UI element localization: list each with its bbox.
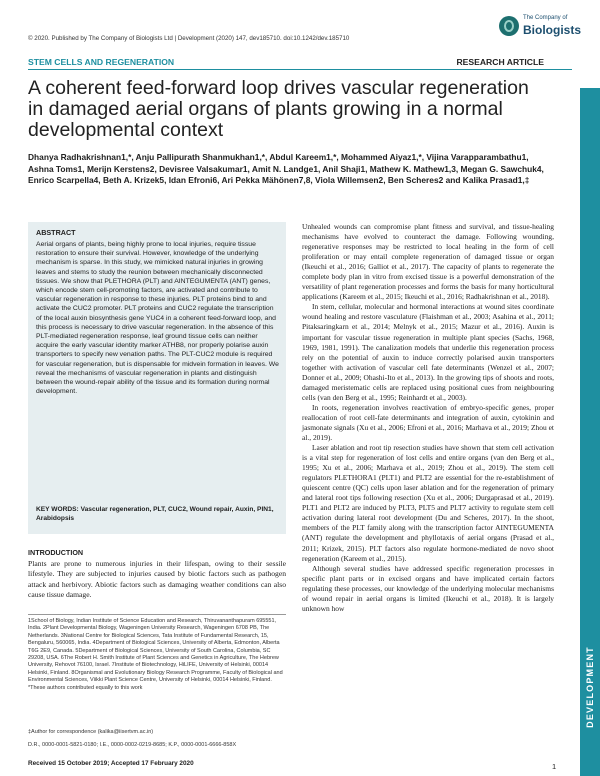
paragraph: Although several studies have addressed specific regeneration processes in specific plant parts or in excised organs and have implicated certain factors regulating these processes, our knowledge of the underlying molecular mechanisms of wound repair in aerial organs is limited (Ikeuchi et al., 2018). It is largely unknown how: [302, 563, 554, 613]
paragraph: Unhealed wounds can compromise plant fitness and survival, and tissue-healing mechanisms have evolved to counteract the damage. Following wounding, regenerative responses may be restricted to local healing in the form of cell proliferation or may entail complete regeneration of damaged tissue or organ (Ikeuchi et al., 2016; Galliot et al., 2017). The capacity of plants to regenerate the complete body plan in vitro from excised tissue is a powerful demonstration of the versatility of plant regeneration processes and forms the basis for many horticultural applications (Kareem et al., 2015; Ikeuchi et al., 2016; Radhakrishnan et al., 2018).: [302, 222, 554, 302]
orcid-ids[interactable]: D.R., 0000-0001-5821-0180; I.E., 0000-0002-0219-8685; K.P., 0000-0001-6666-858X: [28, 742, 237, 748]
page-number: 1: [552, 762, 557, 771]
author-list: Dhanya Radhakrishnan1,*, Anju Pallipurath Shanmukhan1,*, Abdul Kareem1,*, Mohammed Aiyaz1,*, Vijina Varapparambathu1, Ashna Toms1, Merijn Kerstens2, Devisree Valsakumar1, Amit N. Landge1, Anil Shaji1, Mathew K. Mathew1,3, Megan G. Sawchuk4, Enrico Scarpella4, Beth A. Krizek5, Idan Efroni6, Ari Pekka Mähönen7,8, Viola Willemsen2, Ben Scheres2 and Kalika Prasad1,‡: [28, 152, 544, 186]
paragraph: Laser ablation and root tip resection studies have shown that stem cell activation is a vital step for regeneration of lost cells and entire organs (van den Berg et al., 1995; Xu et al., 2006; Marhava et al., 2019; Zhou et al., 2019). The stem cell regulators PLETHORA1 (PLT1) and PLT2 are essential for the re-establishment of quiescent centre (QC) cells upon laser ablation and for the regeneration of primary and lateral root tips following resection (Xu et al., 2006; Durgaprasad et al., 2019). PLT1 and PLT2 are induced by PLT3, PLT5 and PLT7 activity to regulate stem cell activation during lateral root development (Du and Scheres, 2017). In the shoot, members of the PLT family along with the transcription factor AINTEGUMENTA (ANT) regulate the development and phyllotaxis of aerial organs (Prasad et al., 2011; Krizek, 2015). PLT factors also regulate hormone-mediated de novo shoot regeneration (Kareem et al., 2015).: [302, 443, 554, 563]
sidebar-label: DEVELOPMENT: [585, 646, 595, 728]
introduction-text: Plants are prone to numerous injuries in their lifespan, owing to their sessile lifestyle. They are subjected to injuries caused by biotic factors such as pathogen attack and herbivory. Abiotic factors such as damaging weather conditions can also cause tissue damage.: [28, 559, 286, 600]
publisher-logo[interactable]: [499, 10, 582, 44]
header-rule: [28, 69, 572, 70]
article-title: A coherent feed-forward loop drives vascular regeneration in damaged aerial organs of plants growing in a normal developmental context: [28, 77, 529, 141]
abstract-heading: ABSTRACT: [36, 228, 76, 237]
received-dates: Received 15 October 2019; Accepted 17 February 2020: [28, 760, 194, 767]
logo-mark-icon: [499, 16, 519, 36]
article-type: RESEARCH ARTICLE: [456, 57, 544, 67]
paragraph: In stem, cellular, molecular and hormonal interactions at wound sites coordinate wound healing and restore vasculature (Flaishman et al., 2003; Asahina et al., 2011; Pitaksaringkarn et al., 2014; Melnyk et al., 2015; Mazur et al., 2016). Auxin is important for vascular tissue regeneration in multiple plant species (Sachs, 1968, 1969, 1981, 1991). The canalization models that underlie this regeneration process rely on the potential of auxin to induce correctly polarised auxin transporters together with activation of vascular cell fate determinants (Wenzel et al., 2007; Donner et al., 2009; Ohashi-Ito et al., 2013). In the growing tips of shoots and roots, damaged meristematic cells are replaced using positional cues from neighbouring cells (van den Berg et al., 1995; Reinhardt et al., 2003).: [302, 302, 554, 402]
keywords: KEY WORDS: Vascular regeneration, PLT, CUC2, Wound repair, Auxin, PIN1, Arabidopsis: [36, 506, 274, 522]
correspondence[interactable]: ‡Author for correspondence (kalika@iisertvm.ac.in): [28, 729, 154, 735]
footnote-rule: [28, 614, 286, 615]
abstract-text: Aerial organs of plants, being highly prone to local injuries, require tissue restoration to ensure their survival. However, knowledge of the underlying mechanism is sparse. In this study, we mimicked natural injuries in growing leaves and stems to study the reunion between mechanically disconnected tissues. We show that PLETHORA (PLT) and AINTEGUMENTA (ANT) genes, which encode stem cell-promoting factors, are activated and contribute to vascular regeneration in response to these injuries. PLT proteins bind to and activate the CUC2 promoter. PLT proteins and CUC2 regulate the transcription of the local auxin biosynthesis gene YUC4 in a coherent feed-forward loop, and this process is necessary to drive vascular regeneration. In the absence of this PLT-mediated regeneration response, leaf ground tissue cells can neither acquire the early vascular identity marker ATHB8, nor properly polarise auxin transporters to specify new venation paths. The PLT-CUC2 module is required for vascular regeneration, but is dispensable for midvein formation in leaves. We reveal the mechanisms of vascular regeneration in plants and distinguish between the wound-repair ability of the tissue and its formation during normal development.: [36, 241, 279, 396]
logo-line2: Biologists: [523, 23, 582, 37]
body-column-2: [302, 222, 554, 614]
section-label: STEM CELLS AND REGENERATION: [28, 57, 175, 67]
introduction-heading: INTRODUCTION: [28, 548, 84, 557]
sidebar-label-wrap: [580, 620, 600, 760]
logo-line1: The Company of: [523, 15, 568, 21]
paragraph: In roots, regeneration involves reactivation of embryo-specific genes, proper reallocation of root cell-fate determinants and integration of auxin, cytokinin and jasmonate signals (Xu et al., 2006; Efroni et al., 2016; Marhava et al., 2019; Zhou et al., 2019).: [302, 402, 554, 442]
copyright-line: © 2020. Published by The Company of Biologists Ltd | Development (2020) 147, dev185710. doi:10.1242/dev.185710: [28, 35, 350, 42]
affiliations: 1School of Biology, Indian Institute of Science Education and Research, Thiruvananthapuram 695551, India. 2Plant Developmental Biology, Wageningen University Research, Wageningen 6708 PB, The Netherlands. 3National Centre for Biological Sciences, Tata Institute of Fundamental Research, 15, Bengaluru, 560065, India. 4Department of Biological Sciences, University of Alberta, Edmonton, Alberta T6G 2E9, Canada. 5Department of Biological Sciences, University of South Carolina, Columbia, SC 29208, USA. 6The Robert H. Smith Institute of Plant Sciences and Genetics in Agriculture, The Hebrew University, Rehovot 76100, Israel. 7Institute of Biotechnology, HiLIFE, University of Helsinki, 00014 Helsinki, Finland. 8Organismal and Evolutionary Biology Research Programme, Faculty of Biological and Environmental Sciences, Viikki Plant Science Centre, University of Helsinki, 00014 Helsinki, Finland. *These authors contributed equally to this work: [28, 618, 283, 691]
